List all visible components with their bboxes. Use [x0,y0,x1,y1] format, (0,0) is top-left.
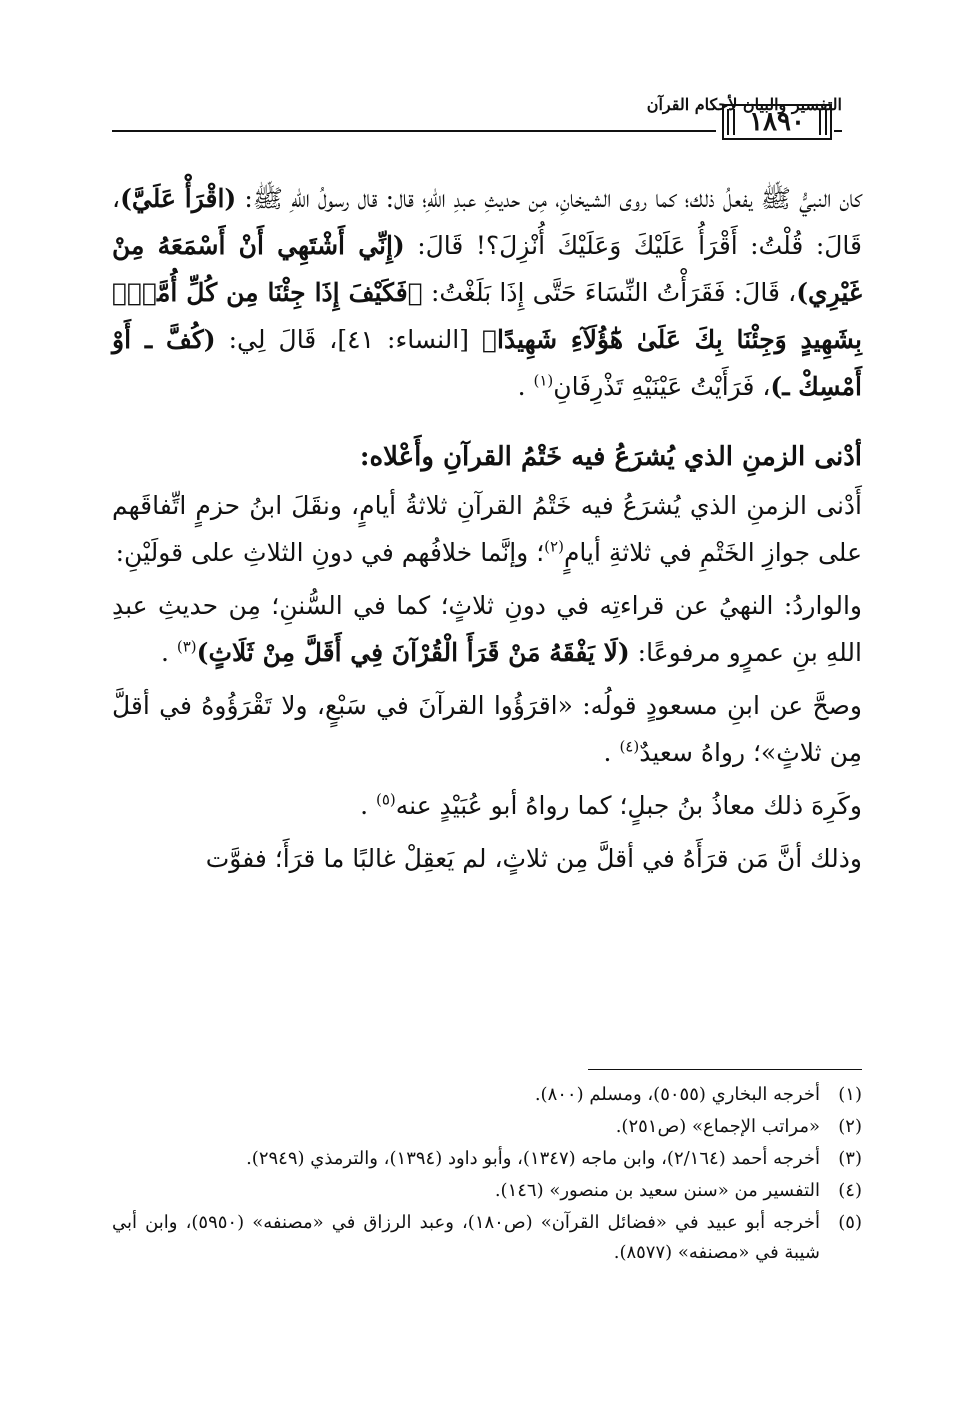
hadith-quote: (اقْرَأْ عَلَيَّ) [120,184,237,213]
text-run: . [603,738,620,767]
text-run: . [360,791,376,820]
paragraph [112,582,862,676]
text-run: . [517,372,534,401]
footnote-ref[interactable]: (٢) [544,537,564,556]
footnote-number: (٤) [838,1180,862,1201]
footnote [112,1080,862,1110]
paragraph [112,835,862,882]
footnote [112,1112,862,1142]
book-title: التفسير والبيان لأحكام القرآن [646,95,842,114]
footnote-text: أخرجه أحمد (٢/١٦٤)، وابن ماجه (١٣٤٧)، وأبو داود (١٣٩٤)، والترمذي (٢٩٤٩). [246,1148,820,1169]
text-run: كان النبيُّ ﷺ يفعلُ ذلك؛ كما روى الشيخانِ، مِن حديثِ عبدِ اللهِ؛ قال: قال رسولُ اللهِ ﷺ: [236,184,863,213]
footnote-ref[interactable]: (٥) [375,790,396,809]
footnote-number: (٥) [838,1212,862,1233]
footnote [112,1144,862,1174]
header-rule [112,130,716,132]
text-run: ، فَرَأَيْتُ عَيْنَيْهِ تَذْرِفَانِ [553,372,771,401]
main-text [112,175,862,882]
footnote-text: «مراتب الإجماع» (ص٢٥١). [615,1116,820,1137]
text-run: ؛ وإنَّما خلافُهم في دونِ الثلاثِ على قولَيْنِ: [115,538,545,567]
quran-verse: ﴿فَكَيْفَ إِذَا جِئْنَا مِن كُلِّ أُمَّةٍۭ بِشَهِيدٍ وَجِئْنَا بِكَ عَلَىٰ هَٰٓؤُلَآءِ شَهِيدًا﴾ [112,278,862,354]
text-run: وكَرِهَ ذلك معاذُ بنُ جبلٍ؛ كما رواهُ أبو عُبَيْدٍ عنه [395,791,862,820]
hadith-quote: (كُفَّ ـ أَوْ أَمْسِكْ ـ) [112,325,862,401]
text-run: [النساء: ٤١]، قَالَ لِي: [215,325,483,354]
footnote-number: (٣) [838,1148,862,1169]
text-run: وذلك أنَّ مَن قرَأَهُ في أقلَّ مِن ثلاثٍ، لم يَعقِلْ غالبًا ما قرَأَ؛ ففوَّت [205,844,862,873]
paragraph [112,682,862,776]
footnote [112,1208,862,1268]
text-run: . [160,638,177,667]
footnote-number: (٢) [838,1116,862,1137]
page-header [112,92,842,152]
paragraph [112,482,862,576]
text-run: والواردُ: النهيُ عن قراءتِه في دونِ ثلاثٍ؛ كما في السُّننِ؛ مِن حديثِ عبدِ اللهِ بنِ عمرٍو مرفوعًا: [112,591,862,667]
section-heading: أدْنى الزمنِ الذي يُشرَعُ فيه خَتْمُ القرآنِ وأَعْلاه: [359,442,862,472]
header-rule-end [834,130,842,132]
footnote-text: أخرجه البخاري (٥٠٥٥)، ومسلم (٨٠٠). [534,1084,820,1105]
footnote-text: أخرجه أبو عبيد في «فضائل القرآن» (ص١٨٠)، وعبد الرزاق في «مصنفه» (٥٩٥٠)، وابن أبي شيبة في «مصنفه» (٨٥٧٧). [112,1212,820,1263]
paragraph [112,175,862,410]
page-number: ١٨٩٠ [722,104,832,140]
text-run: أَدْنى الزمنِ الذي يُشرَعُ فيه خَتْمُ القرآنِ ثلاثةُ أيامٍ، ونقَلَ ابنُ حزمٍ اتِّفاقَهم على جوازِ الخَتْمِ في ثلاثةِ أيامٍ [112,491,862,567]
hadith-quote: (لَا يَفْقَهُ مَنْ قَرَأَ الْقُرْآنَ فِي أَقَلَّ مِنْ ثَلَاثٍ) [196,638,630,667]
footnote-number: (١) [838,1084,862,1105]
footnote-ref[interactable]: (٤) [619,737,640,756]
text-run: ، قَالَ: فَقَرَأْتُ النِّسَاءَ حَتَّى إِذَا بَلَغْتُ: [422,278,797,307]
hadith-quote: (إِنِّي أَشْتَهِي أَنْ أَسْمَعَهُ مِنْ غَيْرِي) [112,231,862,307]
text-run: ، قَالَ: قُلْتُ: أَقْرَأُ عَلَيْكَ وَعَلَيْكَ أُنْزِلَ؟! قَالَ: [112,184,862,260]
footnote-text: التفسير من «سنن سعيد بن منصور» (١٤٦). [494,1180,820,1201]
paragraph [112,782,862,829]
text-run: وصحَّ عن ابنِ مسعودٍ قولُه: «اقرَؤُوا القرآنَ في سَبْعٍ، ولا تَقْرَؤُوهُ في أقلَّ مِن ثلاثٍ»؛ رواهُ سعيدٌ [112,691,862,767]
footnote-separator [588,1069,862,1070]
footnotes [112,1080,862,1270]
footnote [112,1176,862,1206]
footnote-ref[interactable]: (٣) [176,637,197,656]
footnote-ref[interactable]: (١) [533,371,554,390]
